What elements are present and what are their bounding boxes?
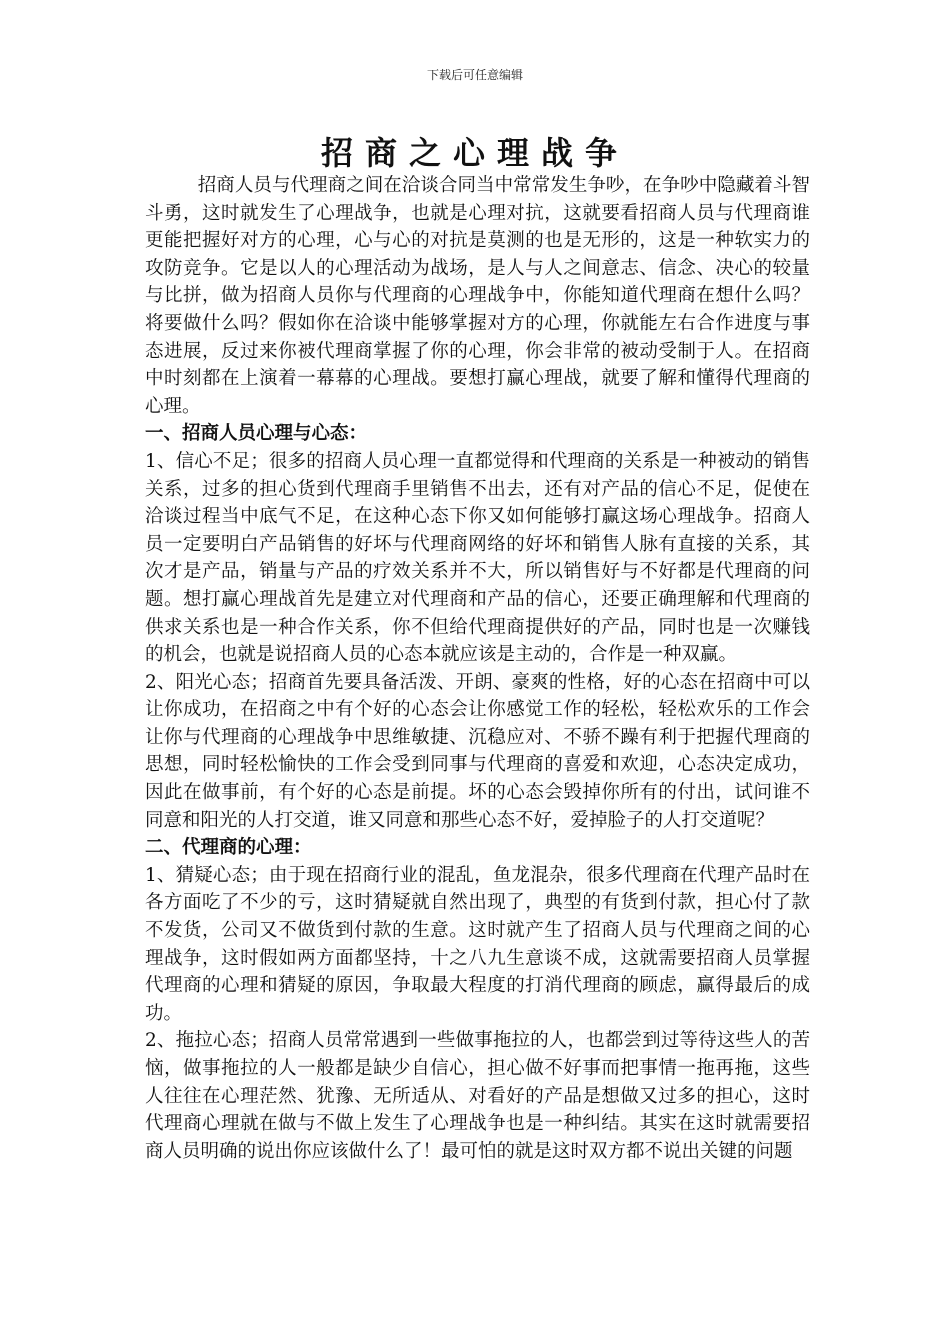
intro-paragraph: 招商人员与代理商之间在洽谈合同当中常常发生争吵，在争吵中隐藏着斗智斗勇，这时就发生了心理战争，也就是心理对抗，这就要看招商人员与代理商谁更能把握好对方的心理，心与心的对抗是莫测的也是无形的，这是一种软实力的攻防竞争。它是以人的心理活动为战场，是人与人之间意志、信念、决心的较量与比拼，做为招商人员你与代理商的心理战争中，你能知道代理商在想什么吗？将要做什么吗？假如你在洽谈中能够掌握对方的心理，你就能左右合作进度与事态进展，反过来你被代理商掌握了你的心理，你会非常的被动受制于人。在招商中时刻都在上演着一幕幕的心理战。要想打赢心理战，就要了解和懂得代理商的心理。 bbox=[145, 175, 810, 417]
section-heading-salesperson: 一、招商人员心理与心态： bbox=[145, 423, 368, 445]
document-title: 招商之心理战争 bbox=[320, 134, 629, 172]
paragraph-procrastination: 2、拖拉心态；招商人员常常遇到一些做事拖拉的人，也都尝到过等待这些人的苦恼，做事拖拉的人一般都是缺少自信心，担心做不好事而把事情一拖再拖，这些人往往在心理茫然、犹豫、无所适从、对看好的产品是想做又过多的担心，这时代理商心理就在做与不做上发生了心理战争也是一种纠结。其实在这时就需要招商人员明确的说出你应该做什么了！最可怕的就是这时双方都不说出关键的问题 bbox=[145, 1030, 810, 1162]
paragraph-lack-of-confidence: 1、信心不足；很多的招商人员心理一直都觉得和代理商的关系是一种被动的销售关系，过多的担心货到代理商手里销售不出去，还有对产品的信心不足，促使在洽谈过程当中底气不足，在这种心态下你又如何能够打赢这场心理战争。招商人员一定要明白产品销售的好坏与代理商网络的好坏和销售人脉有直接的关系，其次才是产品，销量与产品的疗效关系并不大，所以销售好与不好都是代理商的问题。想打赢心理战首先是建立对代理商和产品的信心，还要正确理解和代理商的供求关系也是一种合作关系，你不但给代理商提供好的产品，同时也是一次赚钱的机会，也就是说招商人员的心态本就应该是主动的，合作是一种双赢。 bbox=[145, 450, 810, 666]
paragraph-suspicion: 1、猜疑心态；由于现在招商行业的混乱，鱼龙混杂，很多代理商在代理产品时在各方面吃了不少的亏，这时猜疑就自然出现了，典型的有货到付款，担心付了款不发货，公司又不做货到付款的生意。这时就产生了招商人员与代理商之间的心理战争，这时假如两方面都坚持，十之八九生意谈不成，这就需要招商人员掌握代理商的心理和猜疑的原因，争取最大程度的打消代理商的顾虑，赢得最后的成功。 bbox=[145, 864, 810, 1024]
header-note: 下载后可任意编辑 bbox=[426, 68, 523, 82]
paragraph-sunny-attitude: 2、阳光心态；招商首先要具备活泼、开朗、豪爽的性格，好的心态在招商中可以让你成功，在招商之中有个好的心态会让你感觉工作的轻松，轻松欢乐的工作会让你与代理商的心理战争中思维敏捷、沉稳应对、不骄不躁有利于把握代理商的思想，同时轻松愉快的工作会受到同事与代理商的喜爱和欢迎，心态决定成功，因此在做事前，有个好的心态是前提。坏的心态会毁掉你所有的付出，试问谁不同意和阳光的人打交道，谁又同意和那些心态不好，爱掉脸子的人打交道呢？ bbox=[145, 671, 810, 831]
section-heading-agent: 二、代理商的心理： bbox=[145, 837, 312, 859]
document-body bbox=[145, 172, 810, 1165]
